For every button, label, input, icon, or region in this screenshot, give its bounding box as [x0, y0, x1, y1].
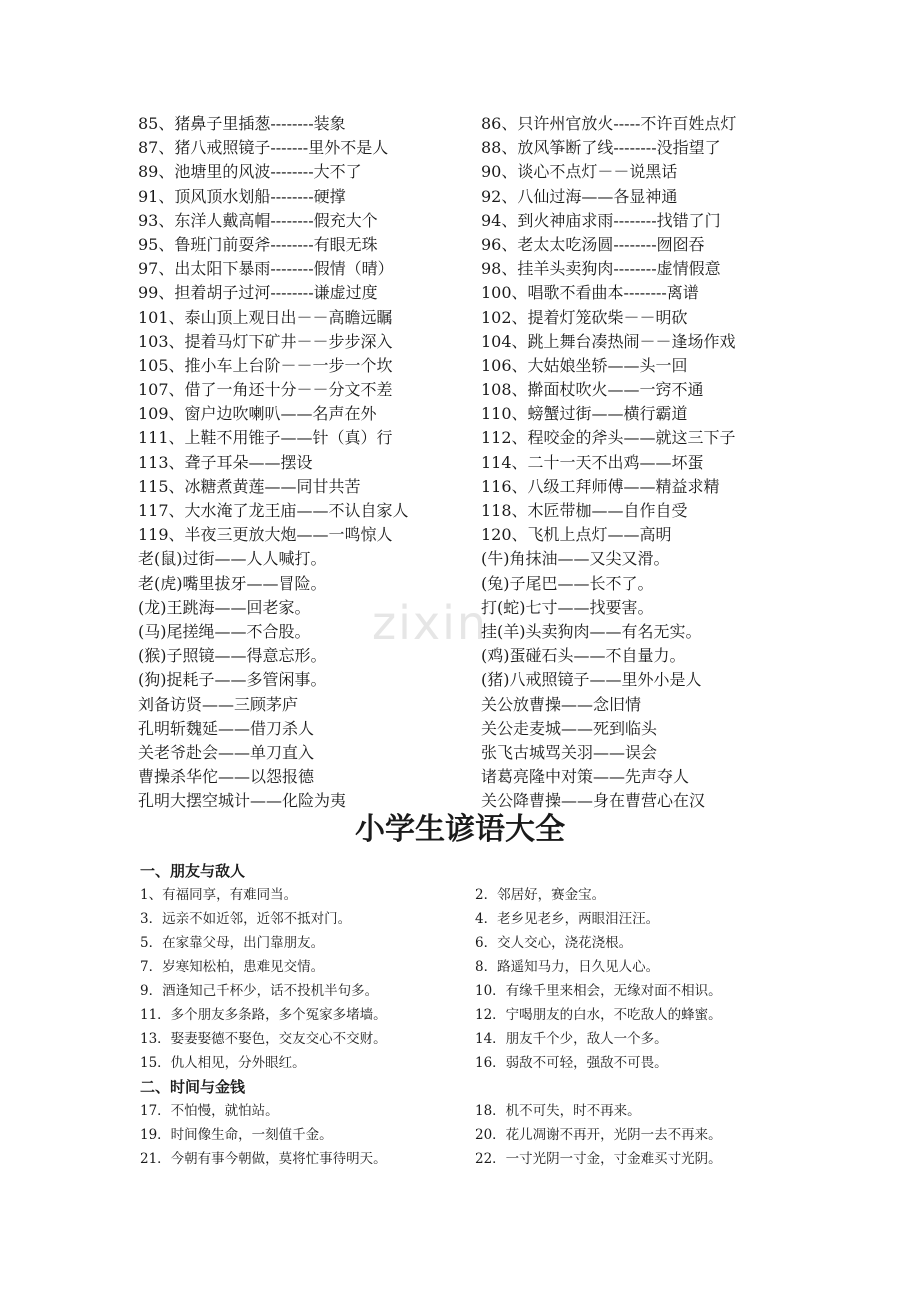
saying-row	[138, 257, 798, 281]
saying-right: 106、大姑娘坐轿——头一回	[481, 355, 688, 375]
saying-left: 97、出太阳下暴雨--------假情（晴）	[138, 259, 394, 279]
saying-right: 118、木匠带枷——自作自受	[481, 501, 688, 520]
proverb-right: 6．交人交心，浇花浇根。	[475, 935, 633, 951]
watermark: zixin	[372, 596, 489, 650]
proverb-row	[140, 883, 800, 907]
saying-row	[138, 185, 798, 209]
proverb-row	[140, 1147, 800, 1171]
proverb-left: 15．仇人相见，分外眼红。	[140, 1055, 306, 1071]
proverb-left: 19．时间像生命，一刻值千金。	[140, 1127, 333, 1143]
saying-right: 104、跳上舞台凑热闹－－逢场作戏	[481, 331, 736, 351]
saying-right: (兔)子尾巴——长不了。	[481, 573, 654, 593]
saying-right: 92、八仙过海——各显神通	[481, 186, 678, 206]
proverb-right: 12．宁喝朋友的白水，不吃敌人的蜂蜜。	[475, 1007, 722, 1023]
saying-row	[138, 160, 798, 184]
saying-row	[138, 112, 798, 136]
saying-row	[138, 330, 798, 354]
saying-right: (牛)角抹油——又尖又滑。	[481, 549, 670, 569]
saying-left: 107、借了一角还十分－－分文不差	[138, 380, 393, 400]
saying-left: 103、提着马灯下矿井－－步步深入	[138, 331, 393, 351]
saying-right: 116、八级工拜师傅——精益求精	[481, 476, 720, 496]
saying-right: 102、提着灯笼砍柴－－明砍	[481, 307, 688, 327]
saying-left: (马)尾搓绳——不合股。	[138, 621, 311, 641]
saying-left: (龙)王跳海——回老家。	[138, 597, 311, 617]
saying-right: 张飞古城骂关羽——误会	[481, 742, 658, 762]
saying-left: 117、大水淹了龙王庙——不认自家人	[138, 501, 409, 520]
saying-right: 打(蛇)七寸——找要害。	[481, 597, 654, 617]
saying-left: 老(鼠)过街——人人喊打。	[138, 549, 327, 569]
saying-row	[138, 402, 798, 426]
saying-right: 94、到火神庙求雨--------找错了门	[481, 210, 721, 230]
proverb-left: 1、有福同享，有难同当。	[140, 887, 298, 903]
saying-right: 关公走麦城——死到临头	[481, 718, 658, 738]
proverbs-list-friends	[140, 883, 800, 1075]
proverb-left: 5．在家靠父母，出门靠朋友。	[140, 935, 325, 951]
saying-left: (狗)捉耗子——多管闲事。	[138, 670, 327, 690]
saying-right: (鸡)蛋碰石头——不自量力。	[481, 646, 686, 666]
saying-left: 孔明大摆空城计——化险为夷	[138, 791, 347, 811]
saying-right: 120、飞机上点灯——高明	[481, 525, 672, 545]
saying-row	[138, 668, 798, 692]
proverb-left: 17．不怕慢，就怕站。	[140, 1103, 279, 1119]
saying-row	[138, 644, 798, 668]
saying-right: 98、挂羊头卖狗肉--------虚情假意	[481, 259, 721, 279]
proverb-row	[140, 1123, 800, 1147]
saying-right: 88、放风筝断了线--------没指望了	[481, 138, 721, 158]
saying-left: 老(虎)嘴里拔牙——冒险。	[138, 573, 327, 593]
proverb-right: 14．朋友千个少，敌人一个多。	[475, 1031, 668, 1047]
saying-left: 101、泰山顶上观日出－－高瞻远瞩	[138, 307, 393, 327]
saying-row	[138, 693, 798, 717]
section-heading-friends: 一、朋友与敌人	[140, 862, 246, 880]
saying-left: 93、东洋人戴高帽--------假充大个	[138, 210, 378, 230]
saying-left: 曹操杀华佗——以怨报德	[138, 767, 315, 787]
saying-left: 99、担着胡子过河--------谦虚过度	[138, 283, 378, 303]
saying-left: 113、聋子耳朵——摆设	[138, 452, 313, 472]
saying-left: 刘备访贤——三顾茅庐	[138, 694, 299, 714]
saying-right: 96、老太太吃汤圆--------囫囵吞	[481, 234, 705, 254]
proverb-right: 20．花儿凋谢不再开，光阴一去不再来。	[475, 1127, 722, 1143]
saying-row	[138, 281, 798, 305]
saying-row	[138, 596, 798, 620]
saying-left: 105、推小车上台阶－－一步一个坎	[138, 355, 393, 375]
saying-row	[138, 620, 798, 644]
saying-row	[138, 451, 798, 475]
proverb-row	[140, 907, 800, 931]
saying-row	[138, 717, 798, 741]
proverb-right: 10．有缘千里来相会，无缘对面不相识。	[475, 983, 722, 999]
saying-left: 119、半夜三更放大炮——一鸣惊人	[138, 525, 393, 545]
saying-left: 87、猪八戒照镜子-------里外不是人	[138, 138, 389, 158]
saying-right: (猪)八戒照镜子——里外小是人	[481, 670, 702, 690]
saying-right: 112、程咬金的斧头——就这三下子	[481, 428, 736, 448]
proverb-right: 16．弱敌不可轻，强敌不可畏。	[475, 1055, 668, 1071]
proverb-row	[140, 1099, 800, 1123]
proverb-right: 18．机不可失，时不再来。	[475, 1103, 641, 1119]
proverb-row	[140, 1003, 800, 1027]
proverb-left: 9．酒逢知己千杯少，话不投机半句多。	[140, 983, 379, 999]
saying-right: 诸葛亮隆中对策——先声夺人	[481, 767, 690, 787]
proverb-row	[140, 1027, 800, 1051]
proverb-left: 13．娶妻娶德不娶色，交友交心不交财。	[140, 1031, 387, 1047]
sayings-list	[138, 112, 798, 813]
proverb-right: 2．邻居好，赛金宝。	[475, 887, 606, 903]
saying-right: 110、螃蟹过街——横行霸道	[481, 404, 688, 424]
proverb-right: 4．老乡见老乡，两眼泪汪汪。	[475, 911, 660, 927]
saying-left: 89、池塘里的风波--------大不了	[138, 162, 362, 182]
saying-left: 91、顶风顶水划船--------硬撑	[138, 186, 346, 206]
saying-left: 95、鲁班门前耍斧--------有眼无珠	[138, 234, 378, 254]
saying-left: (猴)子照镜——得意忘形。	[138, 646, 327, 666]
saying-right: 关公放曹操——念旧情	[481, 694, 642, 714]
proverb-left: 21．今朝有事今朝做，莫将忙事待明天。	[140, 1151, 387, 1167]
proverb-row	[140, 931, 800, 955]
proverbs-list-time	[140, 1099, 800, 1171]
saying-left: 85、猪鼻子里插葱--------装象	[138, 114, 346, 133]
saying-right: 86、只许州官放火-----不许百姓点灯	[481, 114, 737, 133]
saying-row	[138, 233, 798, 257]
saying-row	[138, 426, 798, 450]
saying-right: 114、二十一天不出鸡——坏蛋	[481, 452, 704, 472]
saying-row	[138, 765, 798, 789]
saying-row	[138, 547, 798, 571]
proverb-right: 22．一寸光阴一寸金，寸金难买寸光阴。	[475, 1151, 722, 1167]
saying-row	[138, 209, 798, 233]
proverb-left: 11．多个朋友多条路，多个冤家多堵墙。	[140, 1007, 387, 1023]
saying-left: 111、上鞋不用锥子——针（真）行	[138, 428, 393, 448]
proverb-row	[140, 1051, 800, 1075]
saying-row	[138, 306, 798, 330]
section-heading-time: 二、时间与金钱	[140, 1078, 246, 1096]
saying-row	[138, 475, 798, 499]
proverb-row	[140, 955, 800, 979]
proverb-left: 3．远亲不如近邻，近邻不抵对门。	[140, 911, 352, 927]
proverb-row	[140, 979, 800, 1003]
saying-right: 挂(羊)头卖狗肉——有名无实。	[481, 621, 702, 641]
proverb-right: 8．路遥知马力，日久见人心。	[475, 959, 660, 975]
saying-left: 109、窗户边吹喇叭——名声在外	[138, 404, 377, 424]
saying-row	[138, 741, 798, 765]
saying-row	[138, 378, 798, 402]
saying-right: 关公降曹操——身在曹营心在汉	[481, 791, 706, 811]
saying-right: 90、谈心不点灯－－说黑话	[481, 162, 678, 182]
saying-left: 关老爷赴会——单刀直入	[138, 742, 315, 762]
saying-row	[138, 572, 798, 596]
proverb-left: 7．岁寒知松柏，患难见交情。	[140, 959, 325, 975]
saying-row	[138, 136, 798, 160]
saying-row	[138, 499, 798, 523]
saying-left: 115、冰糖煮黄莲——同甘共苦	[138, 476, 361, 496]
page-title: 小学生谚语大全	[355, 812, 565, 847]
saying-left: 孔明斩魏延——借刀杀人	[138, 718, 315, 738]
saying-right: 100、唱歌不看曲本--------离谱	[481, 283, 699, 303]
saying-right: 108、擀面杖吹火——一窍不通	[481, 380, 704, 400]
saying-row	[138, 354, 798, 378]
saying-row	[138, 523, 798, 547]
